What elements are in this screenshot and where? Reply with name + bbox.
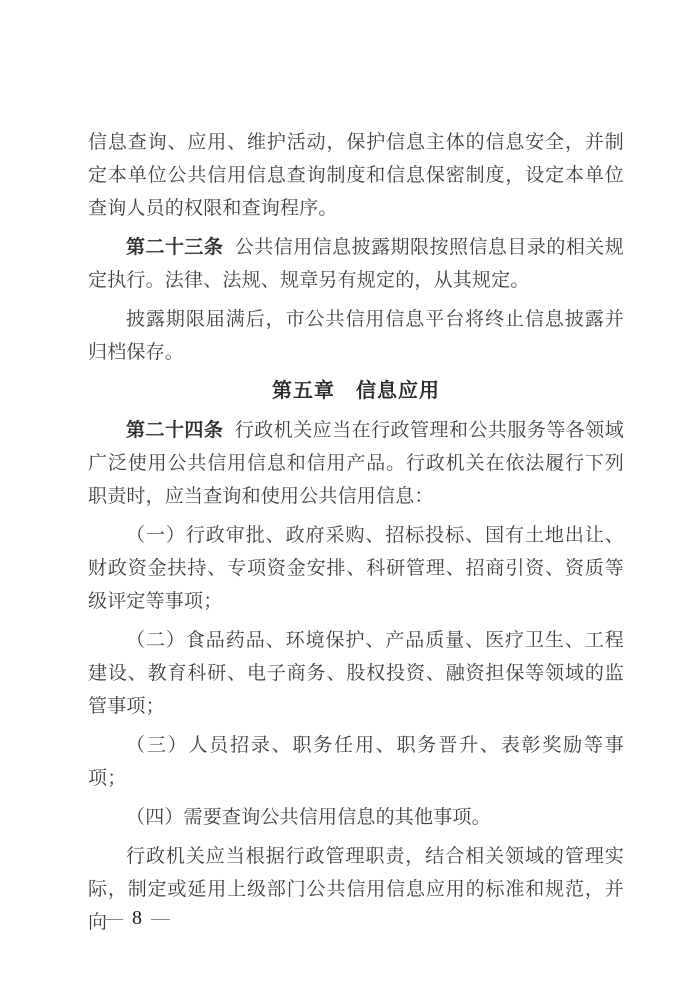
list-item-2: （二）食品药品、环境保护、产品质量、医疗卫生、工程建设、教育科研、电子商务、股权投资、融资担保等领域的监管事项；: [88, 630, 624, 717]
paragraph-standards: 行政机关应当根据行政管理职责，结合相关领域的管理实际，制定或延用上级部门公共信用信息应用的标准和规范，并向: [88, 846, 624, 933]
footer-dash-right: —: [151, 908, 170, 929]
footer-dash-left: —: [104, 908, 123, 929]
list-item-3: （三）人员招录、职务任用、职务晋升、表彰奖励等事项；: [88, 735, 624, 789]
article-23-text: 公共信用信息披露期限按照信息目录的相关规定执行。法律、法规、规章另有规定的，从其规定。: [88, 237, 624, 291]
paragraph-article-24: [88, 414, 624, 513]
paragraph-query-security: 信息查询、应用、维护活动，保护信息主体的信息安全，并制定本单位公共信用信息查询制度和信息保密制度，设定本单位查询人员的权限和查询程序。: [88, 132, 624, 219]
paragraph-disclosure-archive: 披露期限届满后，市公共信用信息平台将终止信息披露并归档保存。: [88, 309, 624, 363]
article-24-number: 第二十四条: [126, 420, 224, 441]
article-24-text: 行政机关应当在行政管理和公共服务等各领域广泛使用公共信用信息和信用产品。行政机关在依法履行下列职责时，应当查询和使用公共信用信息：: [88, 420, 624, 507]
document-body: [88, 126, 624, 945]
list-item-1: （一）行政审批、政府采购、招标投标、国有土地出让、财政资金扶持、专项资金安排、科研管理、招商引资、资质等级评定等事项；: [88, 525, 624, 612]
page-number: 8: [132, 907, 142, 929]
article-23-number: 第二十三条: [126, 237, 224, 258]
paragraph-article-23: [88, 231, 624, 297]
page-footer: [104, 905, 170, 932]
list-item-4: （四）需要查询公共信用信息的其他事项。: [126, 807, 491, 828]
chapter-5-heading: 第五章 信息应用: [272, 380, 440, 402]
